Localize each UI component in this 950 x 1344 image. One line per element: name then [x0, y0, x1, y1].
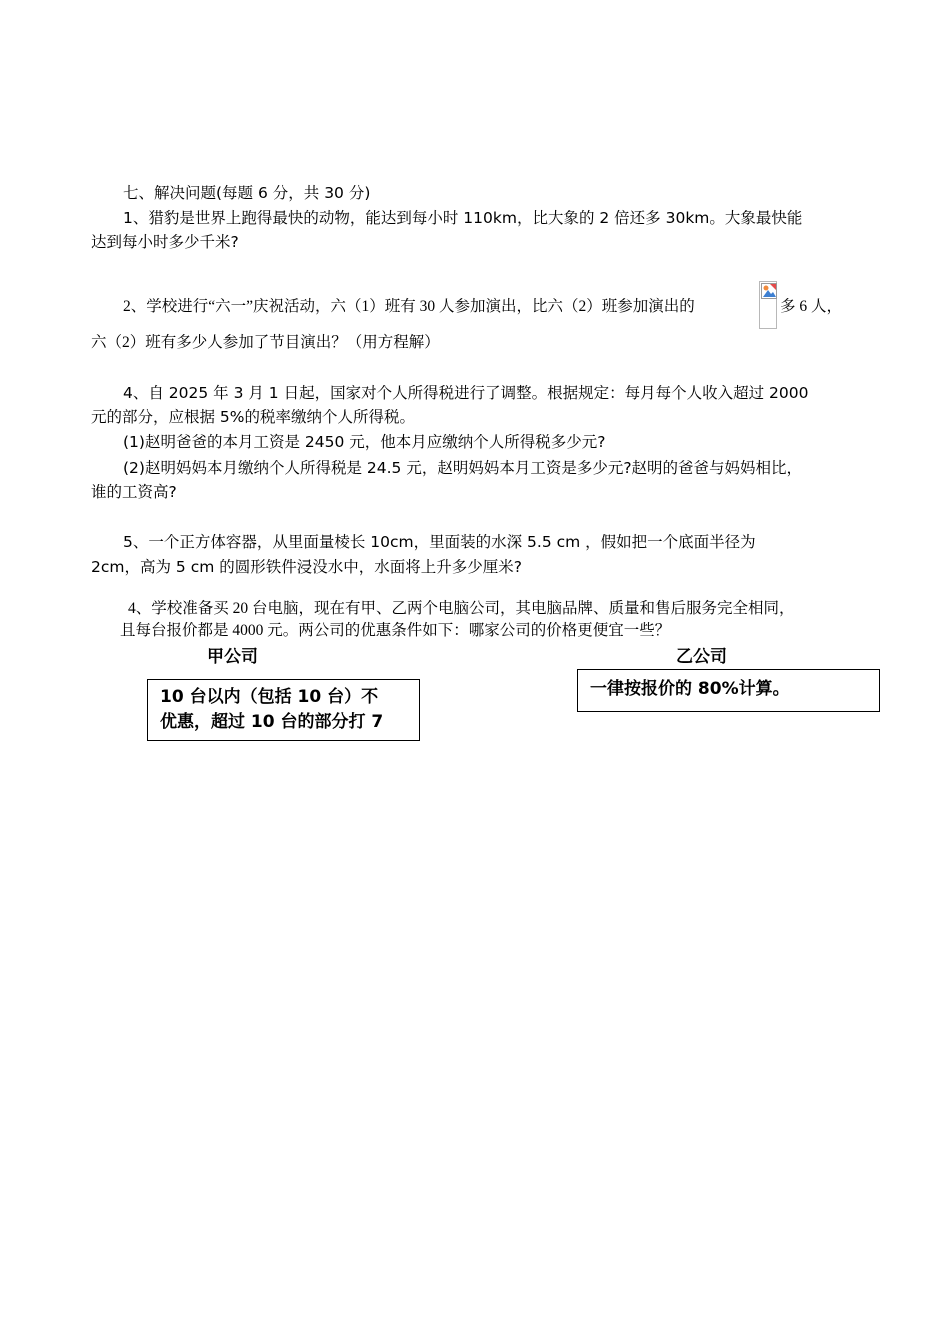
q4-sub1: (1)赵明爸爸的本月工资是 2450 元，他本月应缴纳个人所得税多少元? — [123, 433, 606, 451]
section-title: 七、解决问题(每题 6 分，共 30 分) — [123, 184, 371, 202]
q5-line1: 5、一个正方体容器，从里面量棱长 10cm，里面装的水深 5.5 cm ，假如把一个底面半径为 — [123, 533, 756, 551]
q1-line2: 达到每小时多少千米? — [91, 233, 239, 251]
q4-line1: 4、自 2025 年 3 月 1 日起，国家对个人所得税进行了调整。根据规定：每月每个人收入超过 2000 — [123, 384, 809, 402]
q4-line2: 元的部分，应根据 5%的税率缴纳个人所得税。 — [91, 408, 416, 426]
broken-image-icon — [759, 281, 777, 329]
q6-line1: 4、学校准备买 20 台电脑，现在有甲、乙两个电脑公司，其电脑品牌、质量和售后服务完全相同， — [128, 600, 795, 617]
q2-line1: 2、学校进行“六一”庆祝活动，六（1）班有 30 人参加演出，比六（2）班参加演出的 — [123, 298, 695, 315]
company-a-offer-line2: 优惠，超过 10 台的部分打 7 — [160, 712, 384, 732]
q2-line2: 六（2）班有多少人参加了节目演出？（用方程解） — [91, 334, 440, 351]
q1-line1: 1、猎豹是世界上跑得最快的动物，能达到每小时 110km，比大象的 2 倍还多 30km。大象最快能 — [123, 209, 803, 227]
company-a-label: 甲公司 — [207, 647, 258, 667]
company-b-offer-box — [577, 669, 880, 712]
q5-line2: 2cm，高为 5 cm 的圆形铁件浸没水中，水面将上升多少厘米? — [91, 558, 522, 576]
q4-sub2-line1: (2)赵明妈妈本月缴纳个人所得税是 24.5 元，赵明妈妈本月工资是多少元?赵明的爸爸与妈妈相比， — [123, 459, 803, 477]
company-b-label: 乙公司 — [676, 647, 727, 667]
q2-line1-end: 多 6 人， — [780, 298, 843, 315]
company-b-offer-text: 一律按报价的 80%计算。 — [590, 679, 790, 699]
company-a-offer-box — [147, 679, 420, 741]
q4-sub2-line2: 谁的工资高? — [91, 483, 177, 501]
q6-line2: 且每台报价都是 4000 元。两公司的优惠条件如下：哪家公司的价格更便宜一些？ — [120, 622, 671, 639]
company-a-offer-line1: 10 台以内（包括 10 台）不 — [160, 687, 379, 707]
